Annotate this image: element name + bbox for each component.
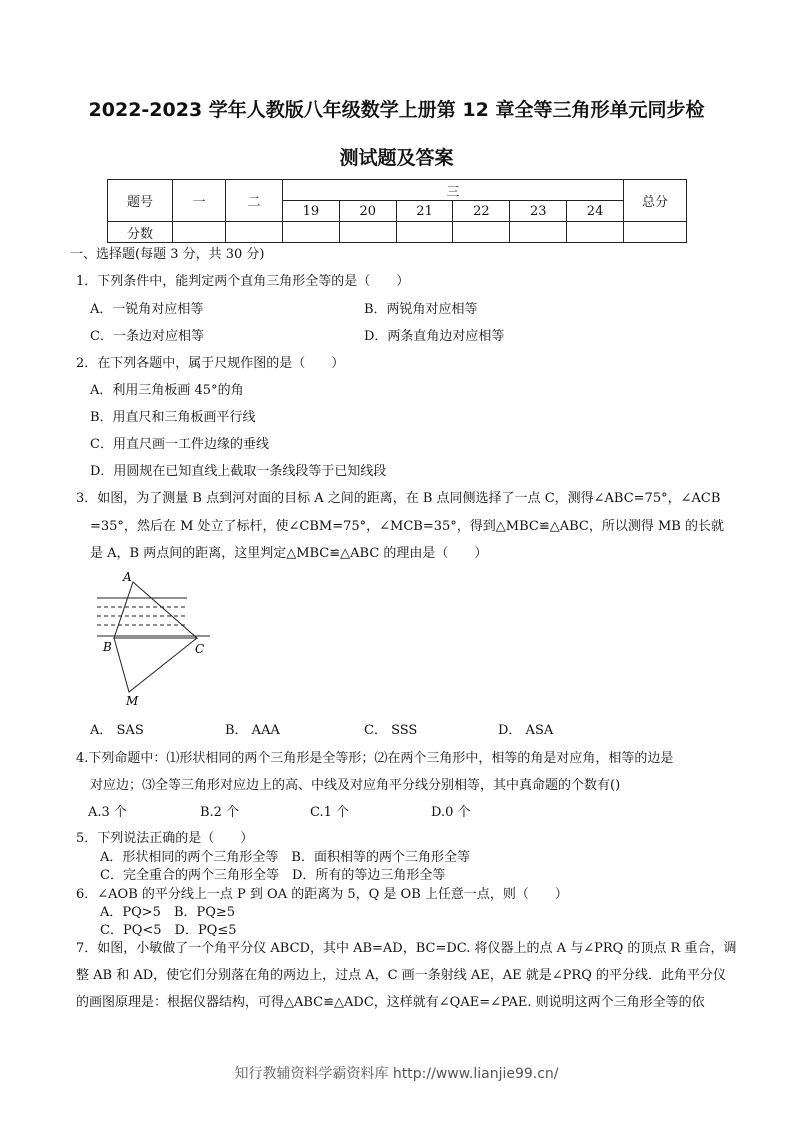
q2-option-c: C．用直尺画一工件边缘的垂线 xyxy=(90,437,269,452)
q3-line2: =35°，然后在 M 处立了标杆，使∠CBM=75°，∠MCB=35°，得到△MBC≌△ABC，所以测得 MB 的长就 xyxy=(90,519,724,534)
score-cell xyxy=(396,222,453,243)
q3-option-b: B． AAA xyxy=(225,723,280,738)
score-cell xyxy=(510,222,567,243)
score-cell xyxy=(173,222,226,243)
point-m-label: M xyxy=(126,694,139,708)
section-heading: 一、选择题(每题 3 分，共 30 分) xyxy=(70,247,265,262)
score-table-row-label: 分数 xyxy=(108,222,173,243)
score-cell xyxy=(283,222,340,243)
q4-option-c: C.1 个 xyxy=(310,805,350,820)
score-table-header-tihao: 题号 xyxy=(108,180,173,222)
score-table-header-3: 三 xyxy=(283,180,624,201)
q1-option-c: C．一条边对应相等 xyxy=(90,329,204,344)
triangle-abc xyxy=(114,582,197,638)
q7-line2: 整 AB 和 AD，使它们分别落在角的两边上，过点 A，C 画一条射线 AE，AE 就是∠PRQ 的平分线．此角平分仪 xyxy=(76,968,726,983)
q1-option-b: B．两锐角对应相等 xyxy=(364,302,478,317)
q7-line3: 的画图原理是：根据仪器结构，可得△ABC≌△ADC，这样就有∠QAE=∠PAE. 则说明这两个三角形全等的依 xyxy=(76,995,705,1010)
score-cell xyxy=(624,222,687,243)
q5-options-ab: A．形状相同的两个三角形全等 B．面积相等的两个三角形全等 xyxy=(100,850,470,865)
point-b-label: B xyxy=(103,640,112,654)
q1-option-d: D．两条直角边对应相等 xyxy=(364,329,505,344)
score-table xyxy=(107,179,687,243)
doc-title-line1: 2022-2023 学年人教版八年级数学上册第 12 章全等三角形单元同步检 xyxy=(88,99,705,121)
score-cell xyxy=(453,222,510,243)
q6-options-ab: A．PQ>5 B．PQ≥5 xyxy=(100,905,236,920)
page-footer: 知行教辅资料学霸资料库 http://www.lianjie99.cn/ xyxy=(234,1066,559,1082)
q2-option-b: B．用直尺和三角板画平行线 xyxy=(90,410,256,425)
q1-option-a: A．一锐角对应相等 xyxy=(90,302,204,317)
q2-option-d: D．用圆规在已知直线上截取一条线段等于已知线段 xyxy=(90,464,387,479)
doc-title-line2: 测试题及答案 xyxy=(339,147,454,169)
score-cell xyxy=(226,222,283,243)
score-table-subcol: 21 xyxy=(396,201,453,222)
q2-stem: 2．在下列各题中，属于尺规作图的是（ ） xyxy=(76,356,345,371)
q6-options-cd: C．PQ<5 D．PQ≤5 xyxy=(100,923,237,938)
q4-option-d: D.0 个 xyxy=(431,805,471,820)
q4-option-a: A.3 个 xyxy=(88,805,127,820)
q3-figure xyxy=(92,570,212,710)
q3-option-d: D． ASA xyxy=(498,723,554,738)
score-table-subcol: 23 xyxy=(510,201,567,222)
score-table-header-1: 一 xyxy=(173,180,226,222)
q3-option-a: A． SAS xyxy=(90,723,144,738)
point-a-label: A xyxy=(123,570,132,584)
q3-option-c: C． SSS xyxy=(364,723,418,738)
q4-line1: 4.下列命题中：⑴形状相同的两个三角形是全等形；⑵在两个三角形中，相等的角是对应角，相等的边是 xyxy=(76,751,674,766)
score-cell xyxy=(339,222,396,243)
q2-option-a: A．利用三角板画 45°的角 xyxy=(90,383,244,398)
score-table-header-2: 二 xyxy=(226,180,283,222)
q4-line2: 对应边；⑶全等三角形对应边上的高、中线及对应角平分线分别相等，其中真命题的个数有() xyxy=(90,778,621,793)
triangle-mbc xyxy=(114,638,197,692)
q7-line1: 7．如图，小敏做了一个角平分仪 ABCD，其中 AB=AD，BC=DC. 将仪器上的点 A 与∠PRQ 的顶点 R 重合，调 xyxy=(76,941,737,956)
point-c-label: C xyxy=(195,642,205,656)
score-table-subcol: 19 xyxy=(283,201,340,222)
score-table-subcol: 22 xyxy=(453,201,510,222)
q1-stem: 1．下列条件中，能判定两个直角三角形全等的是（ ） xyxy=(76,274,410,289)
q3-line1: 3．如图，为了测量 B 点到河对面的目标 A 之间的距离，在 B 点同侧选择了一点 C，测得∠ABC=75°，∠ACB xyxy=(76,491,721,506)
q5-stem: 5．下列说法正确的是（ ） xyxy=(76,831,254,846)
q4-option-b: B.2 个 xyxy=(200,805,240,820)
score-cell xyxy=(567,222,624,243)
score-table-subcol: 20 xyxy=(339,201,396,222)
q6-stem: 6．∠AOB 的平分线上一点 P 到 OA 的距离为 5，Q 是 OB 上任意一点，则（ ） xyxy=(76,887,568,902)
score-table-subcol: 24 xyxy=(567,201,624,222)
q5-options-cd: C．完全重合的两个三角形全等 D．所有的等边三角形全等 xyxy=(100,868,446,883)
score-table-header-total: 总分 xyxy=(624,180,687,222)
q3-line3: 是 A，B 两点间的距离，这里判定△MBC≌△ABC 的理由是（ ） xyxy=(90,546,488,561)
